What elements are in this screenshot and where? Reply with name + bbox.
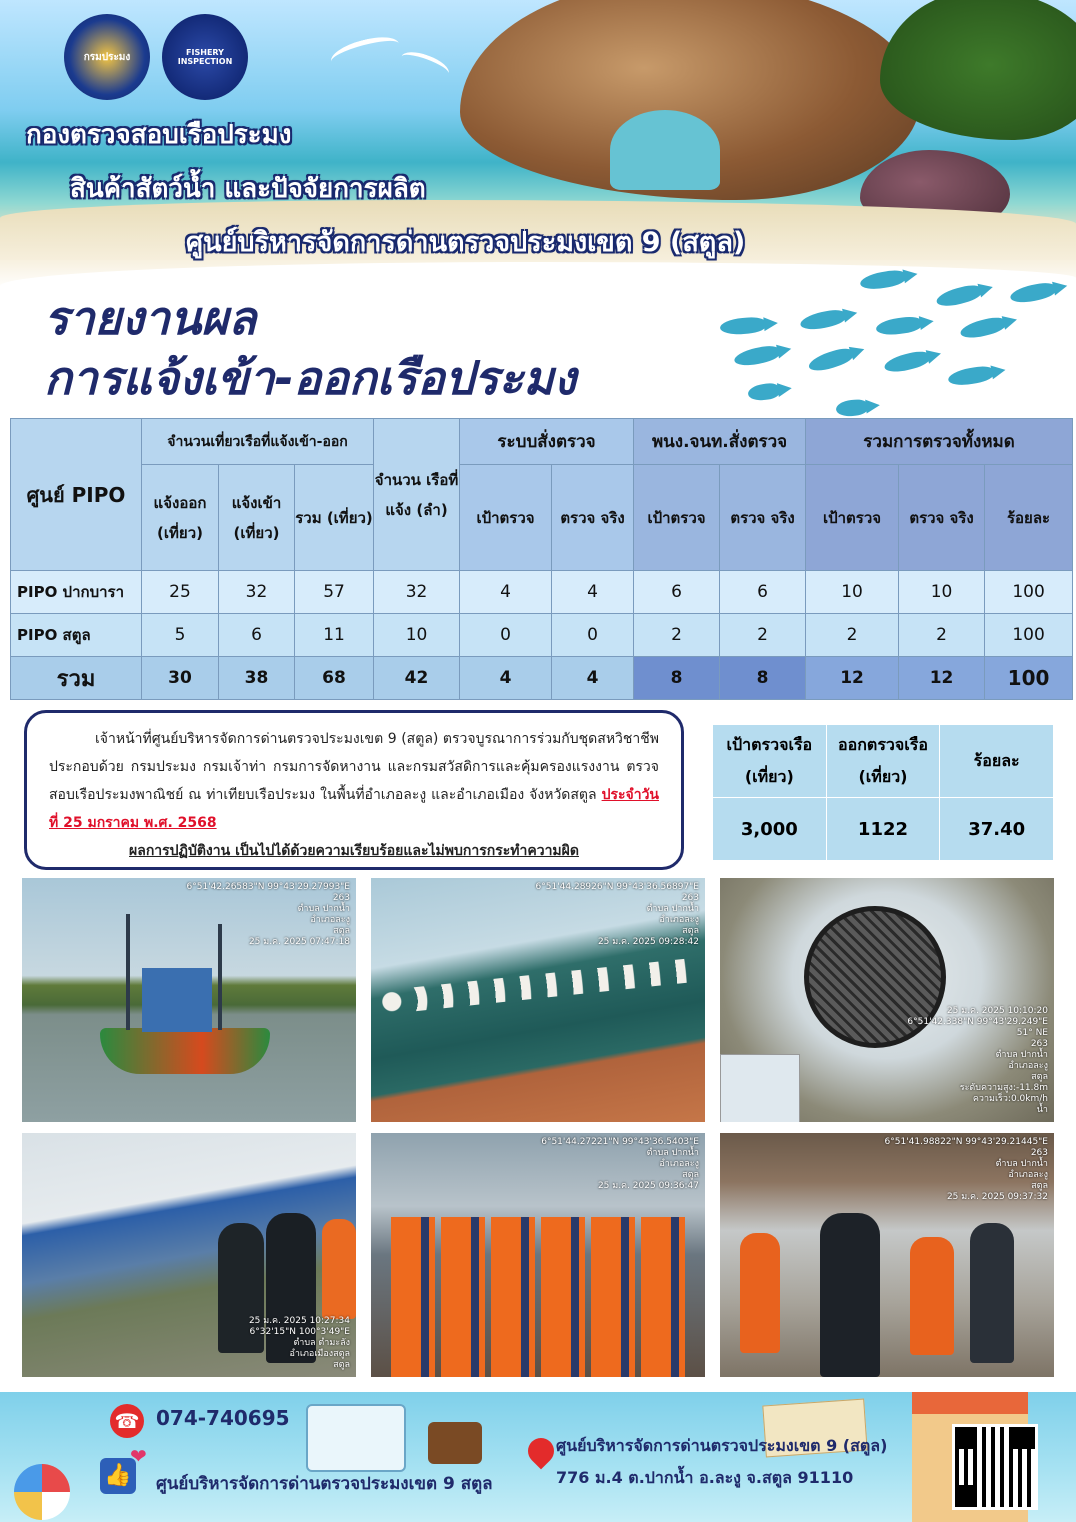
cell-done: 1122 (826, 798, 940, 861)
location-pin-icon (523, 1433, 560, 1470)
table-row (11, 571, 1073, 614)
qr-code-icon[interactable] (952, 1424, 1038, 1510)
heart-icon: ❤ (130, 1444, 147, 1468)
cell-sys-target: 0 (460, 614, 552, 657)
header-all-inspections: รวมการตรวจทั้งหมด (806, 419, 1073, 465)
cell-out: 25 (142, 571, 219, 614)
phone-number[interactable]: 074-740695 (156, 1406, 290, 1430)
crew-figure (910, 1237, 954, 1355)
photo-stamp: 6°51'42.26583"N 99°43'29.27993"E 263 ตำบล ปากน้ำ อำเภอละงู สตูล 25 ม.ค. 2025 07:47:18 (186, 882, 350, 947)
header-system-order: ระบบสั่งตรวจ (460, 419, 634, 465)
header-banner (0, 0, 1076, 290)
photo-fishing-net (371, 878, 705, 1122)
map-inset (720, 1054, 800, 1122)
table-row (11, 614, 1073, 657)
header-notify-out: แจ้งออก (เที่ยว) (142, 465, 219, 571)
header-done-trips: ออกตรวจเรือ (เที่ยว) (826, 725, 940, 798)
cell-out: 30 (142, 657, 219, 700)
address-line: 776 ม.4 ต.ปากน้ำ อ.ละงู จ.สตูล 91110 (556, 1468, 854, 1487)
cell-total: 11 (295, 614, 374, 657)
arch-opening (610, 110, 720, 190)
fish-icon (733, 343, 781, 368)
address-org: ศูนย์บริหารจัดการด่านตรวจประมงเขต 9 (สตูล) (556, 1436, 888, 1455)
table-total-row (11, 657, 1073, 700)
summary-box (24, 710, 684, 870)
cell-boats: 42 (374, 657, 460, 700)
header-percent: ร้อยละ (985, 465, 1073, 571)
fish-icon (959, 315, 1008, 342)
cell-off-target: 2 (634, 614, 720, 657)
photo-stamp: 6°51'44.27221"N 99°43'36.5403"E ตำบล ปากน้ำ อำเภอละงู สตูล 25 ม.ค. 2025 09:36:47 (541, 1137, 699, 1191)
float-line (381, 957, 702, 1014)
footer-contact-bar (0, 1392, 1076, 1522)
cell-sys-target: 4 (460, 657, 552, 700)
inspection-target-table (712, 724, 1054, 861)
cell-all-target: 10 (806, 571, 899, 614)
header-all-target: เป้าตรวจ (806, 465, 899, 571)
seagull-icon (398, 47, 452, 83)
photo-pier-inspection (720, 1133, 1054, 1377)
boat-mast (126, 914, 130, 1030)
header-all-actual: ตรวจ จริง (899, 465, 985, 571)
officer-figure (820, 1213, 880, 1377)
cell-percent: 100 (985, 571, 1073, 614)
cell-off-target: 8 (634, 657, 720, 700)
fish-icon (747, 382, 781, 402)
fish-icon (947, 364, 995, 388)
facebook-like-icon: 👍 (100, 1458, 136, 1494)
officer-figure (970, 1223, 1014, 1363)
fish-icon (883, 349, 932, 376)
photo-fishing-boat (22, 878, 356, 1122)
suitcase-icon (428, 1422, 482, 1464)
fish-icon (807, 345, 856, 374)
fish-icon (875, 315, 923, 337)
photo-officers-pier (22, 1133, 356, 1377)
fish-icon (719, 316, 766, 336)
row-name: รวม (11, 657, 142, 700)
cell-sys-actual: 4 (552, 657, 634, 700)
header-officer-target: เป้าตรวจ (634, 465, 720, 571)
fish-icon (799, 307, 847, 332)
boat-hull (100, 1028, 270, 1074)
header-line-3: ศูนย์บริหารจัดการด่านตรวจประมงเขต 9 (สตูล) (186, 227, 746, 258)
cell-off-actual: 8 (720, 657, 806, 700)
cell-total: 57 (295, 571, 374, 614)
header-total-trips: รวม (เที่ยว) (295, 465, 374, 571)
photo-stamp: 25 ม.ค. 2025 10:10:20 6°51'42.338"N 99°43'29.249"E 51° NE 263 ตำบล ปากน้ำ อำเภอละงู สตูล ระดับความสูง:-11.8m ความเร็ว:0.0km/h น้ำ (907, 1006, 1048, 1115)
header-line-2: สินค้าสัตว์น้ำ และปัจจัยการผลิต (70, 174, 426, 204)
summary-result: ผลการปฏิบัติงาน เป็นไปได้ด้วยความเรียบร้อยและไม่พบการกระทำความผิด (129, 843, 579, 859)
header-pipo-center: ศูนย์ PIPO (11, 419, 142, 571)
fishery-inspection-logo: FISHERY INSPECTION (162, 14, 248, 100)
photo-crew-lineup (371, 1133, 705, 1377)
cell-total: 68 (295, 657, 374, 700)
department-of-fisheries-logo: กรมประมง (64, 14, 150, 100)
cell-all-actual: 2 (899, 614, 985, 657)
crew-group (391, 1217, 691, 1377)
crew-figure (740, 1233, 780, 1353)
row-name: PIPO ปากบารา (11, 571, 142, 614)
cell-boats: 32 (374, 571, 460, 614)
header-notify-in: แจ้งเข้า (เที่ยว) (219, 465, 295, 571)
facebook-page-name[interactable]: ศูนย์บริหารจัดการด่านตรวจประมงเขต 9 สตูล (156, 1474, 493, 1494)
seagull-icon (328, 31, 402, 73)
header-line-1: กองตรวจสอบเรือประมง (26, 120, 292, 150)
cell-sys-actual: 4 (552, 571, 634, 614)
cell-percent: 100 (985, 614, 1073, 657)
cell-out: 5 (142, 614, 219, 657)
report-title-line-2: การแจ้งเข้า-ออกเรือประมง (44, 351, 577, 405)
cell-percent: 37.40 (940, 798, 1054, 861)
cell-boats: 10 (374, 614, 460, 657)
cell-all-target: 12 (806, 657, 899, 700)
cell-off-actual: 2 (720, 614, 806, 657)
header-trips: จำนวนเที่ยวเรือที่แจ้งเข้า-ออก (142, 419, 374, 465)
row-name: PIPO สตูล (11, 614, 142, 657)
cell-off-target: 6 (634, 571, 720, 614)
cell-sys-target: 4 (460, 571, 552, 614)
header-officer-order: พนง.จนท.สั่งตรวจ (634, 419, 806, 465)
photo-stamp: 6°51'44.28926"N 99°43'36.56897"E 263 ตำบล ปากน้ำ อำเภอละงู สตูล 25 ม.ค. 2025 09:28:42 (535, 882, 699, 947)
postcard-icon (306, 1404, 406, 1472)
cell-target: 3,000 (713, 798, 827, 861)
photo-fish-basket (720, 878, 1054, 1122)
photo-stamp: 6°51'41.98822"N 99°43'29.21445"E 263 ตำบล ปากน้ำ อำเภอละงู สตูล 25 ม.ค. 2025 09:37:32 (884, 1137, 1048, 1202)
header-boats: จำนวน เรือที่แจ้ง (ลำ) (374, 419, 460, 571)
header-officer-actual: ตรวจ จริง (720, 465, 806, 571)
cell-in: 32 (219, 571, 295, 614)
crew-figure (322, 1219, 356, 1319)
report-title-line-1: รายงานผล (44, 291, 257, 345)
cell-all-actual: 10 (899, 571, 985, 614)
cell-all-actual: 12 (899, 657, 985, 700)
summary-text: เจ้าหน้าที่ศูนย์บริหารจัดการด่านตรวจประมงเขต 9 (สตูล) ตรวจบูรณาการร่วมกับชุดสหวิชาชีพประกอบด้วย กรมประมง กรมเจ้าท่า กรมการจัดหางาน และกรมสวัสดิการและคุ้มครองแรงงาน ตรวจสอบเรือประมงพาณิชย์ ณ ท่าเทียบเรือประมง ในพื้นที่อำเภอละงู และอำเภอเมือง จังหวัดสตูล (49, 731, 659, 803)
summary-date: ประจำวันที่ 25 มกราคม พ.ศ. 2568 (49, 787, 659, 831)
cell-sys-actual: 0 (552, 614, 634, 657)
beach-ball-icon (14, 1464, 70, 1520)
header-system-target: เป้าตรวจ (460, 465, 552, 571)
pipo-report-table (10, 418, 1073, 700)
header-percent: ร้อยละ (940, 725, 1054, 798)
cell-all-target: 2 (806, 614, 899, 657)
cell-in: 6 (219, 614, 295, 657)
report-title (44, 288, 576, 408)
cell-percent: 100 (985, 657, 1073, 700)
cell-in: 38 (219, 657, 295, 700)
header-system-actual: ตรวจ จริง (552, 465, 634, 571)
cell-off-actual: 6 (720, 571, 806, 614)
photo-stamp: 25 ม.ค. 2025 10:27:34 6°32'15"N 100°3'49"E ตำบล ตำมะลัง อำเภอเมืองสตูล สตูล (248, 1316, 350, 1370)
fish-icon (835, 398, 868, 417)
boat-cabin (142, 968, 212, 1032)
phone-icon: ☎ (110, 1404, 144, 1438)
header-target-trips: เป้าตรวจเรือ (เที่ยว) (713, 725, 827, 798)
